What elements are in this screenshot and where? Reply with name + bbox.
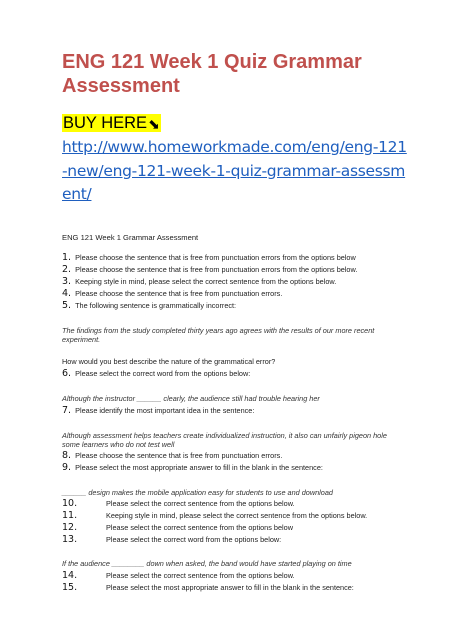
question-number: 4. xyxy=(62,288,72,299)
question-text: Please select the correct sentence from the options below xyxy=(106,523,293,532)
buy-here-link[interactable] xyxy=(62,114,161,133)
question-6 xyxy=(62,368,250,379)
question-number: 6. xyxy=(62,368,72,379)
question-5 xyxy=(62,300,236,311)
question-text: Please choose the sentence that is free from punctuation errors. xyxy=(75,289,283,298)
question-number: 5. xyxy=(62,300,72,311)
passage-assessment: Although assessment helps teachers create individualized instruction, it also can unfairly pigeon hole some learners who do not test well xyxy=(62,431,387,449)
question-3 xyxy=(62,276,336,287)
question-13 xyxy=(62,534,281,545)
question-text: Keeping style in mind, please select the correct sentence from the options below. xyxy=(75,277,337,286)
question-text: Please select the most appropriate answer to fill in the blank in the sentence: xyxy=(75,463,323,472)
question-number: 14. xyxy=(62,570,78,581)
passage-audience: If the audience ________ down when asked, the band would have started playing on time xyxy=(62,559,352,568)
question-text: Please select the correct sentence from the options below. xyxy=(106,499,295,508)
question-number: 12. xyxy=(62,522,78,533)
question-8 xyxy=(62,450,282,461)
question-number: 8. xyxy=(62,450,72,461)
arrow-down-right-icon: ⬊ xyxy=(148,116,160,132)
buy-here-label: BUY HERE xyxy=(63,114,148,132)
document-title: ENG 121 Week 1 Quiz Grammar Assessment xyxy=(62,51,362,97)
question-9 xyxy=(62,462,323,473)
question-11 xyxy=(62,510,367,521)
question-7 xyxy=(62,405,254,416)
quiz-subheading: ENG 121 Week 1 Grammar Assessment xyxy=(62,233,199,242)
question-text: Please select the correct word from the options below: xyxy=(106,535,282,544)
product-url-link[interactable]: http://www.homeworkmade.com/eng/eng-121-new/eng-121-week-1-quiz-grammar-assessment/ xyxy=(62,138,407,203)
question-number: 15. xyxy=(62,582,78,593)
question-4 xyxy=(62,288,282,299)
question-1 xyxy=(62,252,356,263)
question-10 xyxy=(62,498,295,509)
question-text: Keeping style in mind, please select the correct sentence from the options below. xyxy=(106,511,368,520)
question-text: Please choose the sentence that is free from punctuation errors from the options below xyxy=(75,253,356,262)
question-number: 9. xyxy=(62,462,72,473)
question-text: Please choose the sentence that is free from punctuation errors. xyxy=(75,451,283,460)
passage-instructor: Although the instructor ______ clearly, the audience still had trouble hearing her xyxy=(62,394,320,403)
question-number: 1. xyxy=(62,252,72,263)
passage-findings: The findings from the study completed thirty years ago agrees with the results of our more recent experiment. xyxy=(62,326,375,344)
question-number: 13. xyxy=(62,534,78,545)
question-number: 3. xyxy=(62,276,72,287)
question-text: Please choose the sentence that is free from punctuation errors from the options below. xyxy=(75,265,358,274)
passage-design: ______ design makes the mobile application easy for students to use and download xyxy=(62,488,333,497)
question-text: Please select the correct sentence from the options below. xyxy=(106,571,295,580)
question-text: The following sentence is grammatically incorrect: xyxy=(75,301,237,310)
question-number: 7. xyxy=(62,405,72,416)
question-text: Please select the most appropriate answer to fill in the blank in the sentence: xyxy=(106,583,354,592)
question-12 xyxy=(62,522,293,533)
question-15 xyxy=(62,582,354,593)
question-text: Please identify the most important idea in the sentence: xyxy=(75,406,255,415)
question-14 xyxy=(62,570,295,581)
question-number: 11. xyxy=(62,510,78,521)
nature-question: How would you best describe the nature of the grammatical error? xyxy=(62,357,276,366)
question-number: 10. xyxy=(62,498,78,509)
question-text: Please select the correct word from the options below: xyxy=(75,369,251,378)
question-2 xyxy=(62,264,357,275)
question-number: 2. xyxy=(62,264,72,275)
